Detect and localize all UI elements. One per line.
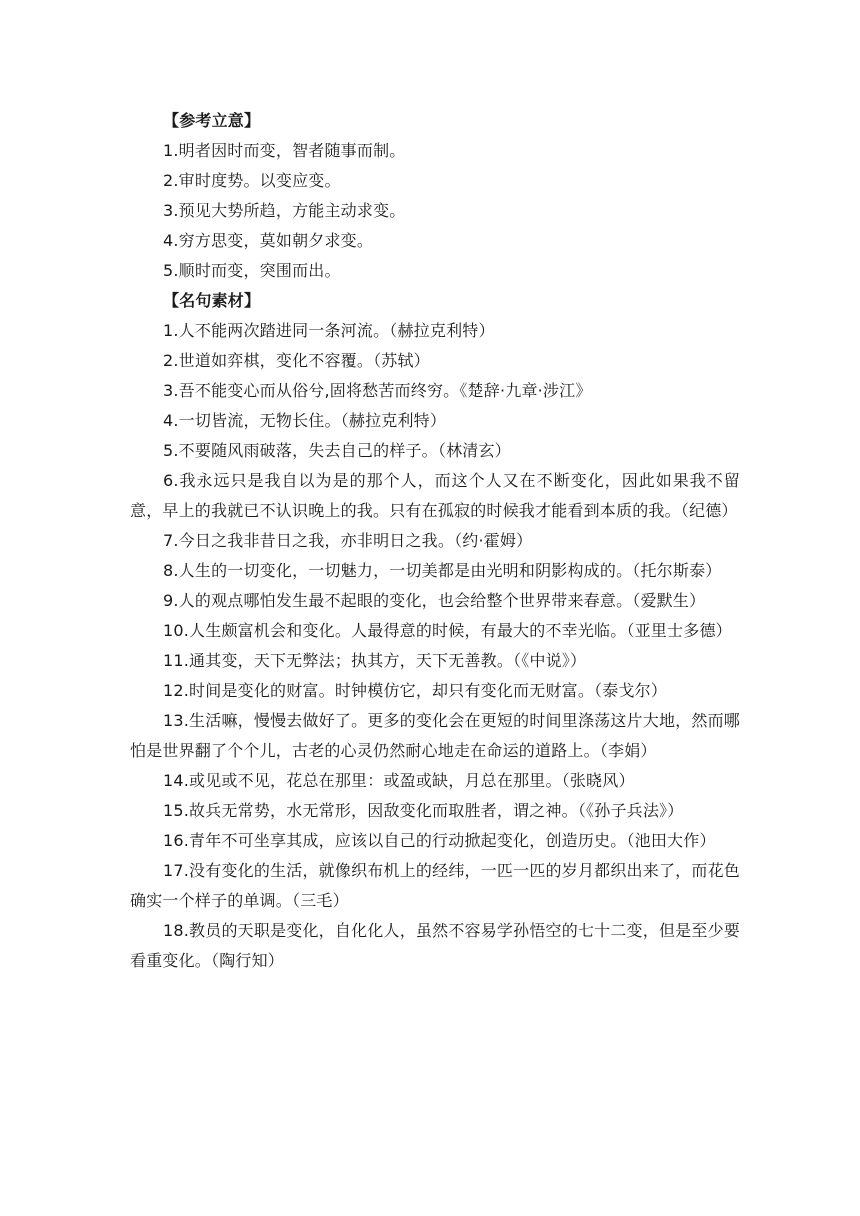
section-heading-quotes: 【名句素材】 bbox=[163, 291, 261, 310]
reference-item: 4.穷方思变，莫如朝夕求变。 bbox=[163, 231, 374, 250]
document-body bbox=[130, 106, 740, 976]
quote-item: 9.人的观点哪怕发生最不起眼的变化，也会给整个世界带来春意。（爱默生） bbox=[163, 591, 706, 610]
quote-item: 12.时间是变化的财富。时钟模仿它，却只有变化而无财富。（泰戈尔） bbox=[163, 681, 668, 700]
quote-item: 10.人生颇富机会和变化。人最得意的时候，有最大的不幸光临。（亚里士多德） bbox=[163, 621, 732, 640]
quote-item: 5.不要随风雨破落，失去自己的样子。（林清玄） bbox=[163, 441, 511, 460]
quote-item: 3.吾不能变心而从俗兮,固将愁苦而终穷。《楚辞·九章·涉江》 bbox=[163, 381, 592, 400]
reference-item: 3.预见大势所趋，方能主动求变。 bbox=[163, 201, 406, 220]
quote-item: 18.教员的天职是变化，自化化人，虽然不容易学孙悟空的七十二变，但是至少要看重变化。（陶行知） bbox=[130, 921, 740, 970]
quote-item: 7.今日之我非昔日之我，亦非明日之我。（约·霍姆） bbox=[163, 531, 533, 550]
quote-item: 16.青年不可坐享其成，应该以自己的行动掀起变化，创造历史。（池田大作） bbox=[163, 831, 716, 850]
quote-item: 15.故兵无常势，水无常形，因敌变化而取胜者，谓之神。（《孙子兵法》） bbox=[163, 801, 684, 820]
quote-item: 13.生活嘛，慢慢去做好了。更多的变化会在更短的时间里涤荡这片大地，然而哪怕是世界翻了个个儿，古老的心灵仍然耐心地走在命运的道路上。（李娟） bbox=[130, 711, 740, 760]
reference-item: 1.明者因时而变，智者随事而制。 bbox=[163, 141, 406, 160]
section-heading-reference: 【参考立意】 bbox=[163, 111, 261, 130]
quote-item: 2.世道如弈棋，变化不容覆。（苏轼） bbox=[163, 351, 430, 370]
reference-item: 2.审时度势。以变应变。 bbox=[163, 171, 341, 190]
quote-item: 4.一切皆流，无物长住。（赫拉克利特） bbox=[163, 411, 447, 430]
reference-item: 5.顺时而变，突围而出。 bbox=[163, 261, 341, 280]
quote-item: 14.或见或不见，花总在那里：或盈或缺，月总在那里。（张晓风） bbox=[163, 771, 635, 790]
quote-item: 1.人不能两次踏进同一条河流。（赫拉克利特） bbox=[163, 321, 495, 340]
quote-item: 11.通其变，天下无弊法；执其方，天下无善教。（《中说》） bbox=[163, 651, 587, 670]
quote-item: 6.我永远只是我自以为是的那个人，而这个人又在不断变化，因此如果我不留意，早上的我就已不认识晚上的我。只有在孤寂的时候我才能看到本质的我。（纪德） bbox=[130, 471, 740, 520]
reference-list bbox=[130, 136, 740, 286]
quote-item: 8.人生的一切变化，一切魅力，一切美都是由光明和阴影构成的。（托尔斯泰） bbox=[163, 561, 722, 580]
quote-list bbox=[130, 316, 740, 976]
quote-item: 17.没有变化的生活，就像织布机上的经纬，一匹一匹的岁月都织出来了，而花色确实一个样子的单调。（三毛） bbox=[130, 861, 740, 910]
